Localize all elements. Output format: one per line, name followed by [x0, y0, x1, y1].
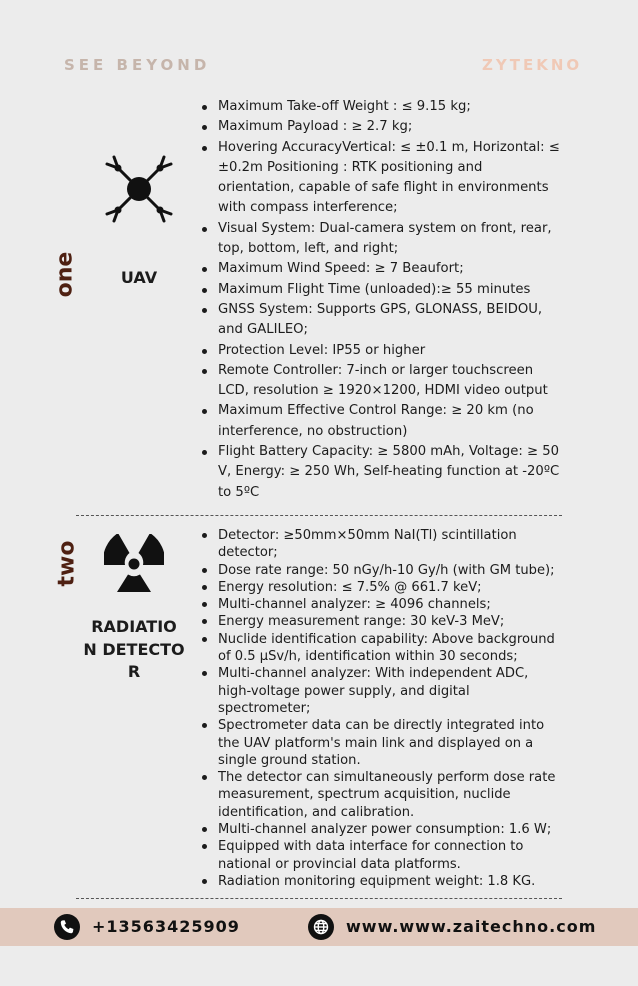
globe-icon [308, 914, 334, 940]
list-item: Energy resolution: ≤ 7.5% @ 661.7 keV; [200, 579, 560, 596]
contact-footer [0, 908, 638, 946]
radiation-icon [104, 534, 164, 592]
list-item: Equipped with data interface for connection to national or provincial data platforms. [200, 838, 560, 873]
uav-spec-list [200, 97, 560, 503]
list-item: Multi-channel analyzer: With independent ADC, high-voltage power supply, and digital spectrometer; [200, 665, 560, 717]
list-item: Maximum Payload : ≥ 2.7 kg; [200, 117, 560, 137]
section-divider [76, 898, 562, 899]
list-item: Maximum Flight Time (unloaded):≥ 55 minutes [200, 280, 560, 300]
list-item: The detector can simultaneously perform dose rate measurement, spectrum acquisition, nuclide identification, and calibration. [200, 769, 560, 821]
list-item: Nuclide identification capability: Above background of 0.5 μSv/h, identification within 30 seconds; [200, 631, 560, 666]
list-item: Multi-channel analyzer power consumption: 1.6 W; [200, 821, 560, 838]
radiation-spec-list [200, 527, 560, 890]
list-item: Multi-channel analyzer: ≥ 4096 channels; [200, 596, 560, 613]
list-item: Maximum Effective Control Range: ≥ 20 km (no interference, no obstruction) [200, 401, 560, 442]
section-number-one: one [52, 251, 78, 298]
section-title-uav: UAV [120, 268, 158, 287]
list-item: Remote Controller: 7-inch or larger touchscreen LCD, resolution ≥ 1920×1200, HDMI video output [200, 361, 560, 402]
website-link[interactable]: www.www.zaitechno.com [346, 917, 597, 936]
list-item: Energy measurement range: 30 keV-3 MeV; [200, 613, 560, 630]
brand-name: ZYTEKNO [482, 56, 583, 74]
phone-icon [54, 914, 80, 940]
section-divider [76, 515, 562, 516]
list-item: Protection Level: IP55 or higher [200, 341, 560, 361]
list-item: GNSS System: Supports GPS, GLONASS, BEIDOU, and GALILEO; [200, 300, 560, 341]
list-item: Flight Battery Capacity: ≥ 5800 mAh, Voltage: ≥ 50 V, Energy: ≥ 250 Wh, Self-heating function at -20ºC to 5ºC [200, 442, 560, 503]
list-item: Spectrometer data can be directly integrated into the UAV platform's main link and displayed on a single ground station. [200, 717, 560, 769]
phone-number[interactable]: +13563425909 [92, 917, 240, 936]
section-title-radiation-detector: RADIATIO N DETECTO R [83, 617, 185, 681]
list-item: Radiation monitoring equipment weight: 1.8 KG. [200, 873, 560, 890]
list-item: Maximum Take-off Weight : ≤ 9.15 kg; [200, 97, 560, 117]
list-item: Visual System: Dual-camera system on front, rear, top, bottom, left, and right; [200, 219, 560, 260]
list-item: Dose rate range: 50 nGy/h-10 Gy/h (with GM tube); [200, 562, 560, 579]
section-number-two: two [54, 540, 80, 587]
list-item: Hovering AccuracyVertical: ≤ ±0.1 m, Horizontal: ≤ ±0.2m Positioning : RTK positioning and orientation, capable of safe flight in environments with compass interference; [200, 138, 560, 219]
list-item: Detector: ≥50mm×50mm NaI(Tl) scintillation detector; [200, 527, 560, 562]
drone-icon [104, 154, 174, 224]
list-item: Maximum Wind Speed: ≥ 7 Beaufort; [200, 259, 560, 279]
header [0, 56, 638, 76]
tagline: SEE BEYOND [64, 56, 211, 74]
